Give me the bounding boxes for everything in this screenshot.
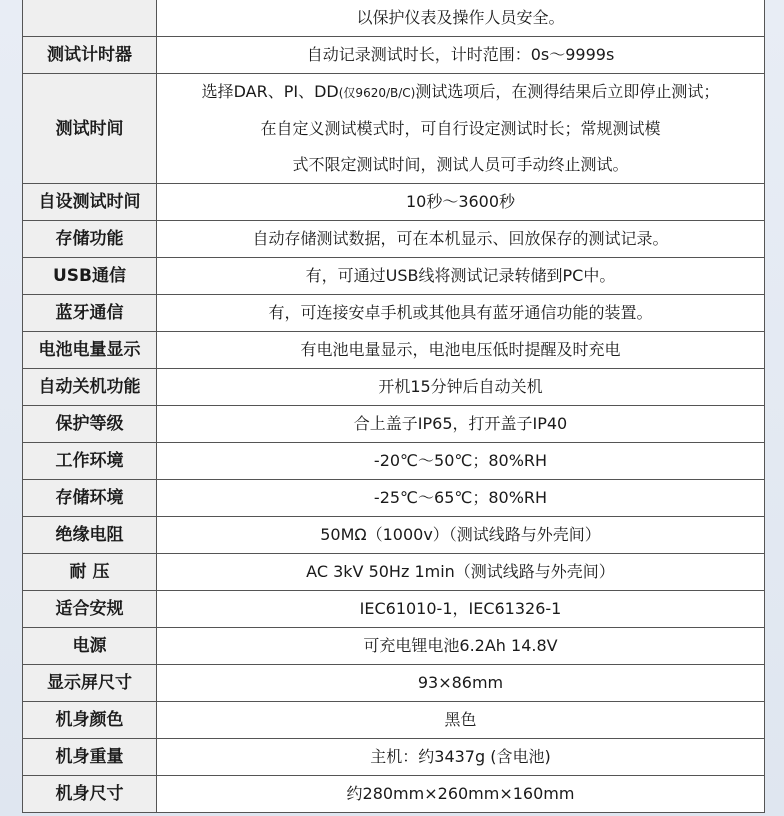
row-value: 开机15分钟后自动关机	[157, 369, 765, 406]
table-row	[23, 74, 765, 184]
table-row	[23, 184, 765, 221]
row-label: USB通信	[23, 258, 157, 295]
row-label: 机身重量	[23, 739, 157, 776]
row-label: 显示屏尺寸	[23, 665, 157, 702]
row-label: 存储功能	[23, 221, 157, 258]
row-value	[157, 74, 765, 184]
row-value: 可充电锂电池6.2Ah 14.8V	[157, 628, 765, 665]
row-label: 蓝牙通信	[23, 295, 157, 332]
row-value: 合上盖子IP65，打开盖子IP40	[157, 406, 765, 443]
row-label: 保护等级	[23, 406, 157, 443]
row-value: AC 3kV 50Hz 1min（测试线路与外壳间）	[157, 554, 765, 591]
row-value: 约280mm×260mm×160mm	[157, 776, 765, 813]
table-row	[23, 517, 765, 554]
table-row	[23, 480, 765, 517]
row-label: 自动关机功能	[23, 369, 157, 406]
table-row	[23, 0, 765, 37]
row-label: 机身颜色	[23, 702, 157, 739]
table-row	[23, 591, 765, 628]
row-label: 电池电量显示	[23, 332, 157, 369]
table-row	[23, 369, 765, 406]
table-row	[23, 554, 765, 591]
value-line-2: 在自定义测试模式时，可自行设定测试时长；常规测试模	[260, 119, 661, 138]
row-label: 自设测试时间	[23, 184, 157, 221]
value-line-1: 选择DAR、PI、DD(仅9620/B/C)测试选项后，在测得结果后立即停止测试；	[201, 82, 720, 101]
table-row	[23, 739, 765, 776]
row-label: 机身尺寸	[23, 776, 157, 813]
table-row	[23, 37, 765, 74]
row-value: 自动记录测试时长，计时范围：0s～9999s	[157, 37, 765, 74]
row-label: 存储环境	[23, 480, 157, 517]
row-value: 50MΩ（1000v）（测试线路与外壳间）	[157, 517, 765, 554]
row-label: 工作环境	[23, 443, 157, 480]
spec-table	[22, 0, 765, 813]
row-value: -20℃～50℃；80%RH	[157, 443, 765, 480]
row-value: IEC61010-1，IEC61326-1	[157, 591, 765, 628]
table-row	[23, 332, 765, 369]
table-row	[23, 776, 765, 813]
row-label: 绝缘电阻	[23, 517, 157, 554]
row-value: 黑色	[157, 702, 765, 739]
row-value: 主机：约3437g (含电池)	[157, 739, 765, 776]
table-row	[23, 295, 765, 332]
row-label: 适合安规	[23, 591, 157, 628]
row-label: 测试时间	[23, 74, 157, 184]
row-label: 测试计时器	[23, 37, 157, 74]
table-row	[23, 702, 765, 739]
row-value: -25℃～65℃；80%RH	[157, 480, 765, 517]
row-value: 93×86mm	[157, 665, 765, 702]
table-row	[23, 628, 765, 665]
row-value: 以保护仪表及操作人员安全。	[157, 0, 765, 37]
table-row	[23, 665, 765, 702]
row-label	[23, 0, 157, 37]
value-line-3: 式不限定测试时间，测试人员可手动终止测试。	[292, 155, 629, 174]
row-label: 电源	[23, 628, 157, 665]
row-value: 有电池电量显示，电池电压低时提醒及时充电	[157, 332, 765, 369]
table-row	[23, 258, 765, 295]
row-value: 有，可通过USB线将测试记录转储到PC中。	[157, 258, 765, 295]
table-row	[23, 443, 765, 480]
row-value: 10秒～3600秒	[157, 184, 765, 221]
table-row	[23, 406, 765, 443]
table-row	[23, 221, 765, 258]
model-note: (仅9620/B/C)	[338, 86, 416, 100]
row-value: 自动存储测试数据，可在本机显示、回放保存的测试记录。	[157, 221, 765, 258]
row-label: 耐 压	[23, 554, 157, 591]
row-value: 有，可连接安卓手机或其他具有蓝牙通信功能的装置。	[157, 295, 765, 332]
